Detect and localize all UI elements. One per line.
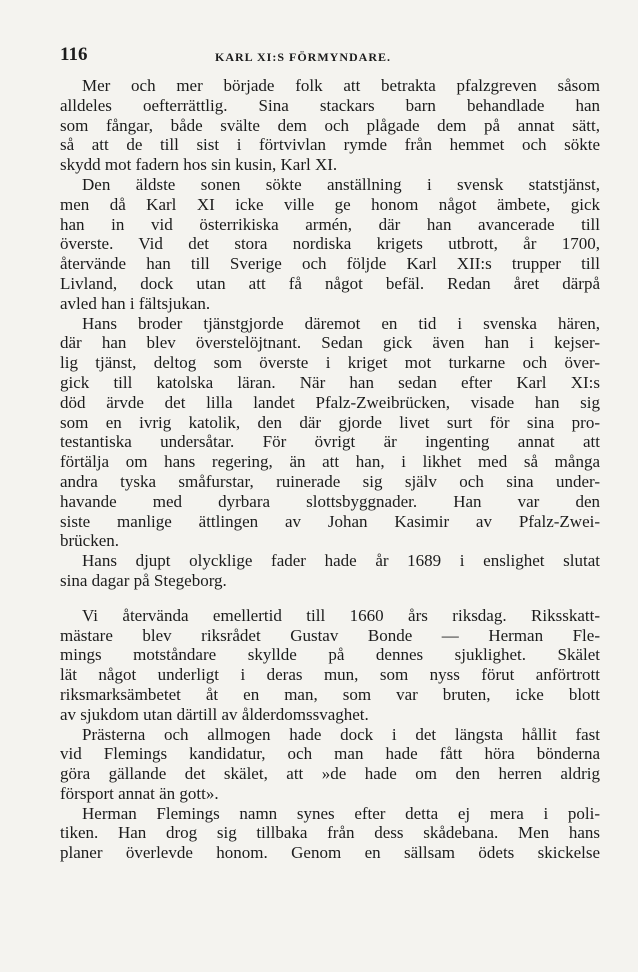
paragraph [60,76,600,175]
paragraph [60,804,600,863]
text-line: mings motståndare skyllde på dennes sjuklighet. Skälet [60,645,600,665]
paragraph [60,314,600,552]
text-line: lig tjänst, deltog som överste i kriget mot turkarne och över- [60,353,600,373]
text-line: gick till katolska läran. När han sedan efter Karl XI:s [60,372,600,392]
paragraph [60,606,600,725]
text-line: men då Karl XI icke ville ge honom något ämbete, gick [60,194,600,214]
text-line: Vi återvända emellertid till 1660 års riksdag. Riksskatt- [82,605,600,625]
text-line: som en ivrig katolik, den där gjorde livet surt för sina pro- [60,412,600,432]
text-line: död ärvde det lilla landet Pfalz-Zweibrücken, visade han sig [60,392,600,412]
text-line: avled han i fältsjukan. [60,293,211,313]
page-header [60,44,600,76]
text-line: sina dagar på Stegeborg. [60,570,227,590]
text-line: mästare blev riksrådet Gustav Bonde — Herman Fle- [60,625,600,645]
text-line: Hans djupt olycklige fader hade år 1689 i enslighet slutat [82,551,600,571]
text-line: testantiska undersåtar. För övrigt är ingenting annat att [60,432,600,452]
body-text [60,76,600,863]
text-line: förtälja om hans regering, än att han, i likhet med så många [60,452,600,472]
paragraph [60,725,600,804]
text-line: överste. Vid det stora nordiska krigets utbrott, år 1700, [60,234,600,254]
text-line: vid Flemings kandidatur, och man hade fått höra bönderna [60,744,600,764]
text-line: Mer och mer började folk att betrakta pfalzgreven såsom [82,76,600,95]
text-line: göra gällande det skälet, att »de hade om den herren aldrig [60,764,600,784]
text-line: andra tyska småfurstar, ruinerade sig själv och sina under- [60,471,600,491]
paragraph [60,175,600,314]
text-line: Hans broder tjänstgjorde däremot en tid i svenska hären, [82,313,600,333]
text-line: Den äldste sonen sökte anställning i svensk statstjänst, [82,174,600,194]
book-page [60,44,600,863]
text-line: lät något underligt i deras mun, som nyss förut anförtrott [60,665,600,685]
running-head: KARL XI:S FÖRMYNDARE. [215,50,392,64]
text-line: där han blev överstelöjtnant. Sedan gick även han i kejser- [60,333,600,353]
text-line: Herman Flemings namn synes efter detta ej mera i poli- [82,803,600,823]
text-line: skydd mot fadern hos sin kusin, Karl XI. [60,155,338,175]
text-line: brücken. [60,531,120,551]
text-line: tiken. Han drog sig tillbaka från dess skådebana. Men hans [60,823,600,843]
text-line: återvände han till Sverige och följde Karl XII:s trupper till [60,254,600,274]
paragraph [60,551,600,591]
text-line: försport annat än gott». [60,783,219,803]
text-line: alldeles oefterrättlig. Sina stackars barn behandlade han [60,95,600,115]
paragraph-gap [60,591,600,606]
page-number: 116 [60,44,88,65]
text-line: siste manlige ättlingen av Johan Kasimir av Pfalz-Zwei- [60,511,600,531]
text-line: riksmarksämbetet åt en man, som var bruten, icke blott [60,684,600,704]
text-line: som fångar, både svälte dem och plågade dem på annat sätt, [60,115,600,135]
text-line: han in vid österrikiska armén, där han avancerade till [60,214,600,234]
text-line: Livland, dock utan att få något befäl. Redan året därpå [60,273,600,293]
text-line: av sjukdom utan därtill av ålderdomssvaghet. [60,704,369,724]
text-line: så att de till sist i förtvivlan rymde från hemmet och sökte [60,135,600,155]
text-line: havande med dyrbara slottsbyggnader. Han var den [60,491,600,511]
text-line: Prästerna och allmogen hade dock i det längsta hållit fast [82,724,600,744]
text-line: planer överlevde honom. Genom en sällsam ödets skickelse [60,843,600,863]
